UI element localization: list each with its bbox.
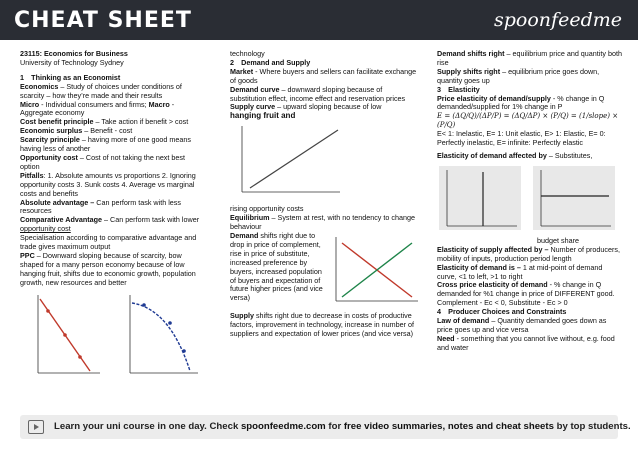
cost-benefit-definition: Cost benefit principle – Take action if benefit > cost <box>20 117 189 127</box>
price-elasticity-definition: Price elasticity of demand/supply - % change in Q demanded/supplied for 1% change in P <box>437 93 605 112</box>
course-title: 23115: Economics for Business <box>20 49 128 58</box>
bowed-ppc-graph <box>130 295 198 373</box>
economic-surplus-definition: Economic surplus – Benefit - cost <box>20 126 133 136</box>
university-name: University of Technology Sydney <box>20 57 124 67</box>
ppc-definition: PPC – Downward sloping because of scarcity, bow shaped for a many person economy because of low hanging fruit, shifts due to economic growth, population growth, new resources and better <box>20 250 196 287</box>
comparative-advantage-definition: Comparative Advantage – Can perform task with lower opportunity cost <box>20 215 200 234</box>
cross-price-elasticity: Cross price elasticity of demand - % change in Q demanded for %1 change in price of DIFFERENT good. <box>437 280 615 299</box>
supply-curve-definition: Supply curve – upward sloping because of low <box>230 102 382 112</box>
budget-share: budget share <box>537 235 579 245</box>
opportunity-cost-definition: Opportunity cost – Cost of not taking the next best option <box>20 152 185 171</box>
section-1-heading: 1 Thinking as an Economist <box>20 72 121 82</box>
supply-curve-graph <box>230 124 420 202</box>
section-2-heading: 2 Demand and Supply <box>230 57 311 67</box>
absolute-advantage-definition: Absolute advantage – Can perform task with less resources <box>20 197 181 216</box>
footer-message: Learn your uni course in one day. Check spoonfeedme.com for free video summaries, notes and cheat sheets by top students. <box>54 421 631 432</box>
demand-shifts-right: Demand shifts right – equilibrium price and quantity both rise <box>437 49 622 67</box>
supply-curve-cut-text: hanging fruit and <box>230 111 296 121</box>
elasticity-ranges: E< 1: Inelastic, E= 1: Unit elastic, E> 1: Elastic, E= 0: Perfectly inelastic, E= infinite: Perfectly elastic <box>437 129 606 148</box>
perfect-elasticity-graphs <box>437 164 622 234</box>
column-3 <box>437 50 622 353</box>
scarcity-definition: Scarcity principle – having more of one good means having less of another <box>20 135 192 154</box>
footer-site-link[interactable]: spoonfeedme.com <box>240 421 326 432</box>
section-4-heading: 4 Producer Choices and Constraints <box>437 307 567 317</box>
economics-definition: Economics – Study of choices under conditions of scarcity – how they’re made and their results <box>20 81 182 100</box>
demand-curve-definition: Demand curve – downward sloping because of substitution effect, income effect and reservation prices <box>230 84 406 103</box>
equilibrium-graph <box>332 235 420 309</box>
elasticity-demand-is: Elasticity of demand is – 1 at mid-point of demand curve, <1 to left, >1 to right <box>437 262 603 281</box>
supply-shifts-right: Supply shifts right – equilibrium price goes down, quantity goes up <box>437 66 600 85</box>
header-bar <box>0 0 638 40</box>
ppc-graphs-figure <box>20 291 203 383</box>
pitfalls-definition: Pitfalls: 1. Absolute amounts vs proportions 2. Ignoring opportunity costs 3. Sunk costs 4. Average vs marginal costs and benefits <box>20 170 196 198</box>
column-2 <box>230 50 420 339</box>
specialisation-note: Specialisation according to comparative advantage and trade gives maximum output <box>20 233 197 252</box>
need-definition: Need - something that you cannot live without, e.g. food and water <box>437 333 615 352</box>
rising-opportunity-costs: rising opportunity costs <box>230 204 304 214</box>
technology-continuation: technology <box>230 49 265 58</box>
elasticity-supply-affected: Elasticity of supply affected by – Number of producers, mobility of inputs, production period length <box>437 244 620 263</box>
elasticity-formula: E = (ΔQ/Q)/(ΔP/P) = (ΔQ/ΔP) × (P/Q) = (1/slope) × (P/Q) <box>437 112 619 130</box>
linear-ppc-graph <box>38 295 100 373</box>
footer-banner[interactable] <box>20 415 631 439</box>
video-play-icon <box>28 420 44 434</box>
law-of-demand: Law of demand – Quantity demanded goes down as price goes up and vice versa <box>437 316 607 334</box>
elasticity-demand-affected: Elasticity of demand affected by – Substitutes, <box>437 150 593 160</box>
section-3-heading: 3 Elasticity <box>437 84 480 94</box>
micro-macro-definition: Micro - Individual consumers and firms; Macro - Aggregate economy <box>20 99 175 118</box>
market-definition: Market - Where buyers and sellers can facilitate exchange of goods <box>230 66 417 85</box>
column-1 <box>20 50 203 386</box>
brand-logo[interactable]: spoonfeedme <box>494 9 622 31</box>
complement-substitute: Complement - Eᴄ < 0, Substitute - Eᴄ > 0 <box>437 298 568 308</box>
equilibrium-definition: Equilibrium – System at rest, with no tendency to change behaviour <box>230 213 415 232</box>
demand-shift-block <box>230 232 420 312</box>
demand-shift-definition: Demand shifts right due to drop in price of complement, rise in price of substitute, increased preference by buyers, increased population of buyers and expectation of future higher prices (and vice versa) <box>230 230 323 303</box>
supply-shift-definition: Supply shifts right due to decrease in costs of productive factors, improvement in technology, increase in number of suppliers and expectation of lower prices (and vice versa) <box>230 310 415 338</box>
page-title: CHEAT SHEET <box>14 8 192 33</box>
